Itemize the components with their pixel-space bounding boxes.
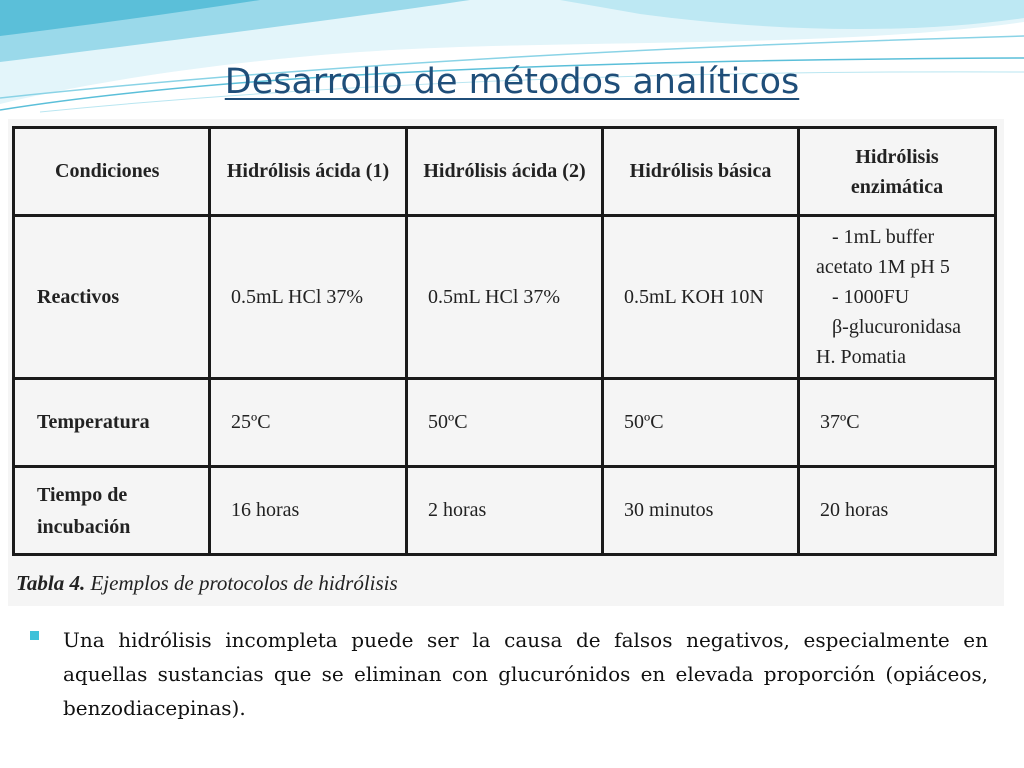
table-cell: 25ºC — [210, 379, 407, 467]
table-cell: 16 horas — [210, 467, 407, 555]
column-header: Hidrólisis ácida (2) — [407, 128, 603, 216]
table-cell: 2 horas — [407, 467, 603, 555]
enzymatic-reagent-line: H. Pomatia — [816, 346, 906, 368]
enzymatic-reagent-line: - 1000FU — [832, 286, 910, 308]
column-header: Condiciones — [14, 128, 210, 216]
enzymatic-reagent-line: - 1mL buffer — [832, 226, 935, 248]
enzymatic-reagent-line: acetato 1M pH 5 — [816, 256, 950, 278]
protocol-table-figure — [8, 119, 1004, 606]
table-cell-enzymatic-reagents — [799, 216, 996, 379]
slide-title: Desarrollo de métodos analíticos — [224, 62, 800, 102]
table-cell: 0.5mL KOH 10N — [603, 216, 799, 379]
table-cell: 20 horas — [799, 467, 996, 555]
table-caption-label: Tabla 4. — [16, 571, 86, 595]
table-row — [14, 379, 996, 467]
table-cell: 50ºC — [603, 379, 799, 467]
table-row — [14, 467, 996, 555]
row-header: Tiempo de incubación — [14, 467, 210, 555]
bullet-point — [30, 623, 988, 725]
table-cell: 50ºC — [407, 379, 603, 467]
table-cell: 37ºC — [799, 379, 996, 467]
row-header: Temperatura — [14, 379, 210, 467]
enzymatic-reagent-line: β-glucuronidasa — [832, 316, 962, 338]
table-header-row — [14, 128, 996, 216]
table-cell: 30 minutos — [603, 467, 799, 555]
column-header: Hidrólisis básica — [603, 128, 799, 216]
square-bullet-icon — [30, 631, 39, 640]
table-caption — [16, 571, 398, 596]
table-caption-text: Ejemplos de protocolos de hidrólisis — [85, 571, 398, 595]
table-row — [14, 216, 996, 379]
table-cell: 0.5mL HCl 37% — [407, 216, 603, 379]
column-header: Hidrólisis ácida (1) — [210, 128, 407, 216]
hydrolysis-protocols-table — [12, 126, 997, 556]
row-header: Reactivos — [14, 216, 210, 379]
table-cell: 0.5mL HCl 37% — [210, 216, 407, 379]
bullet-text: Una hidrólisis incompleta puede ser la causa de falsos negativos, especialmente en aquellas sustancias que se eliminan con glucurónidos en elevada proporción (opiáceos, benzodiacepinas). — [63, 628, 988, 720]
column-header: Hidrólisis enzimática — [799, 128, 996, 216]
